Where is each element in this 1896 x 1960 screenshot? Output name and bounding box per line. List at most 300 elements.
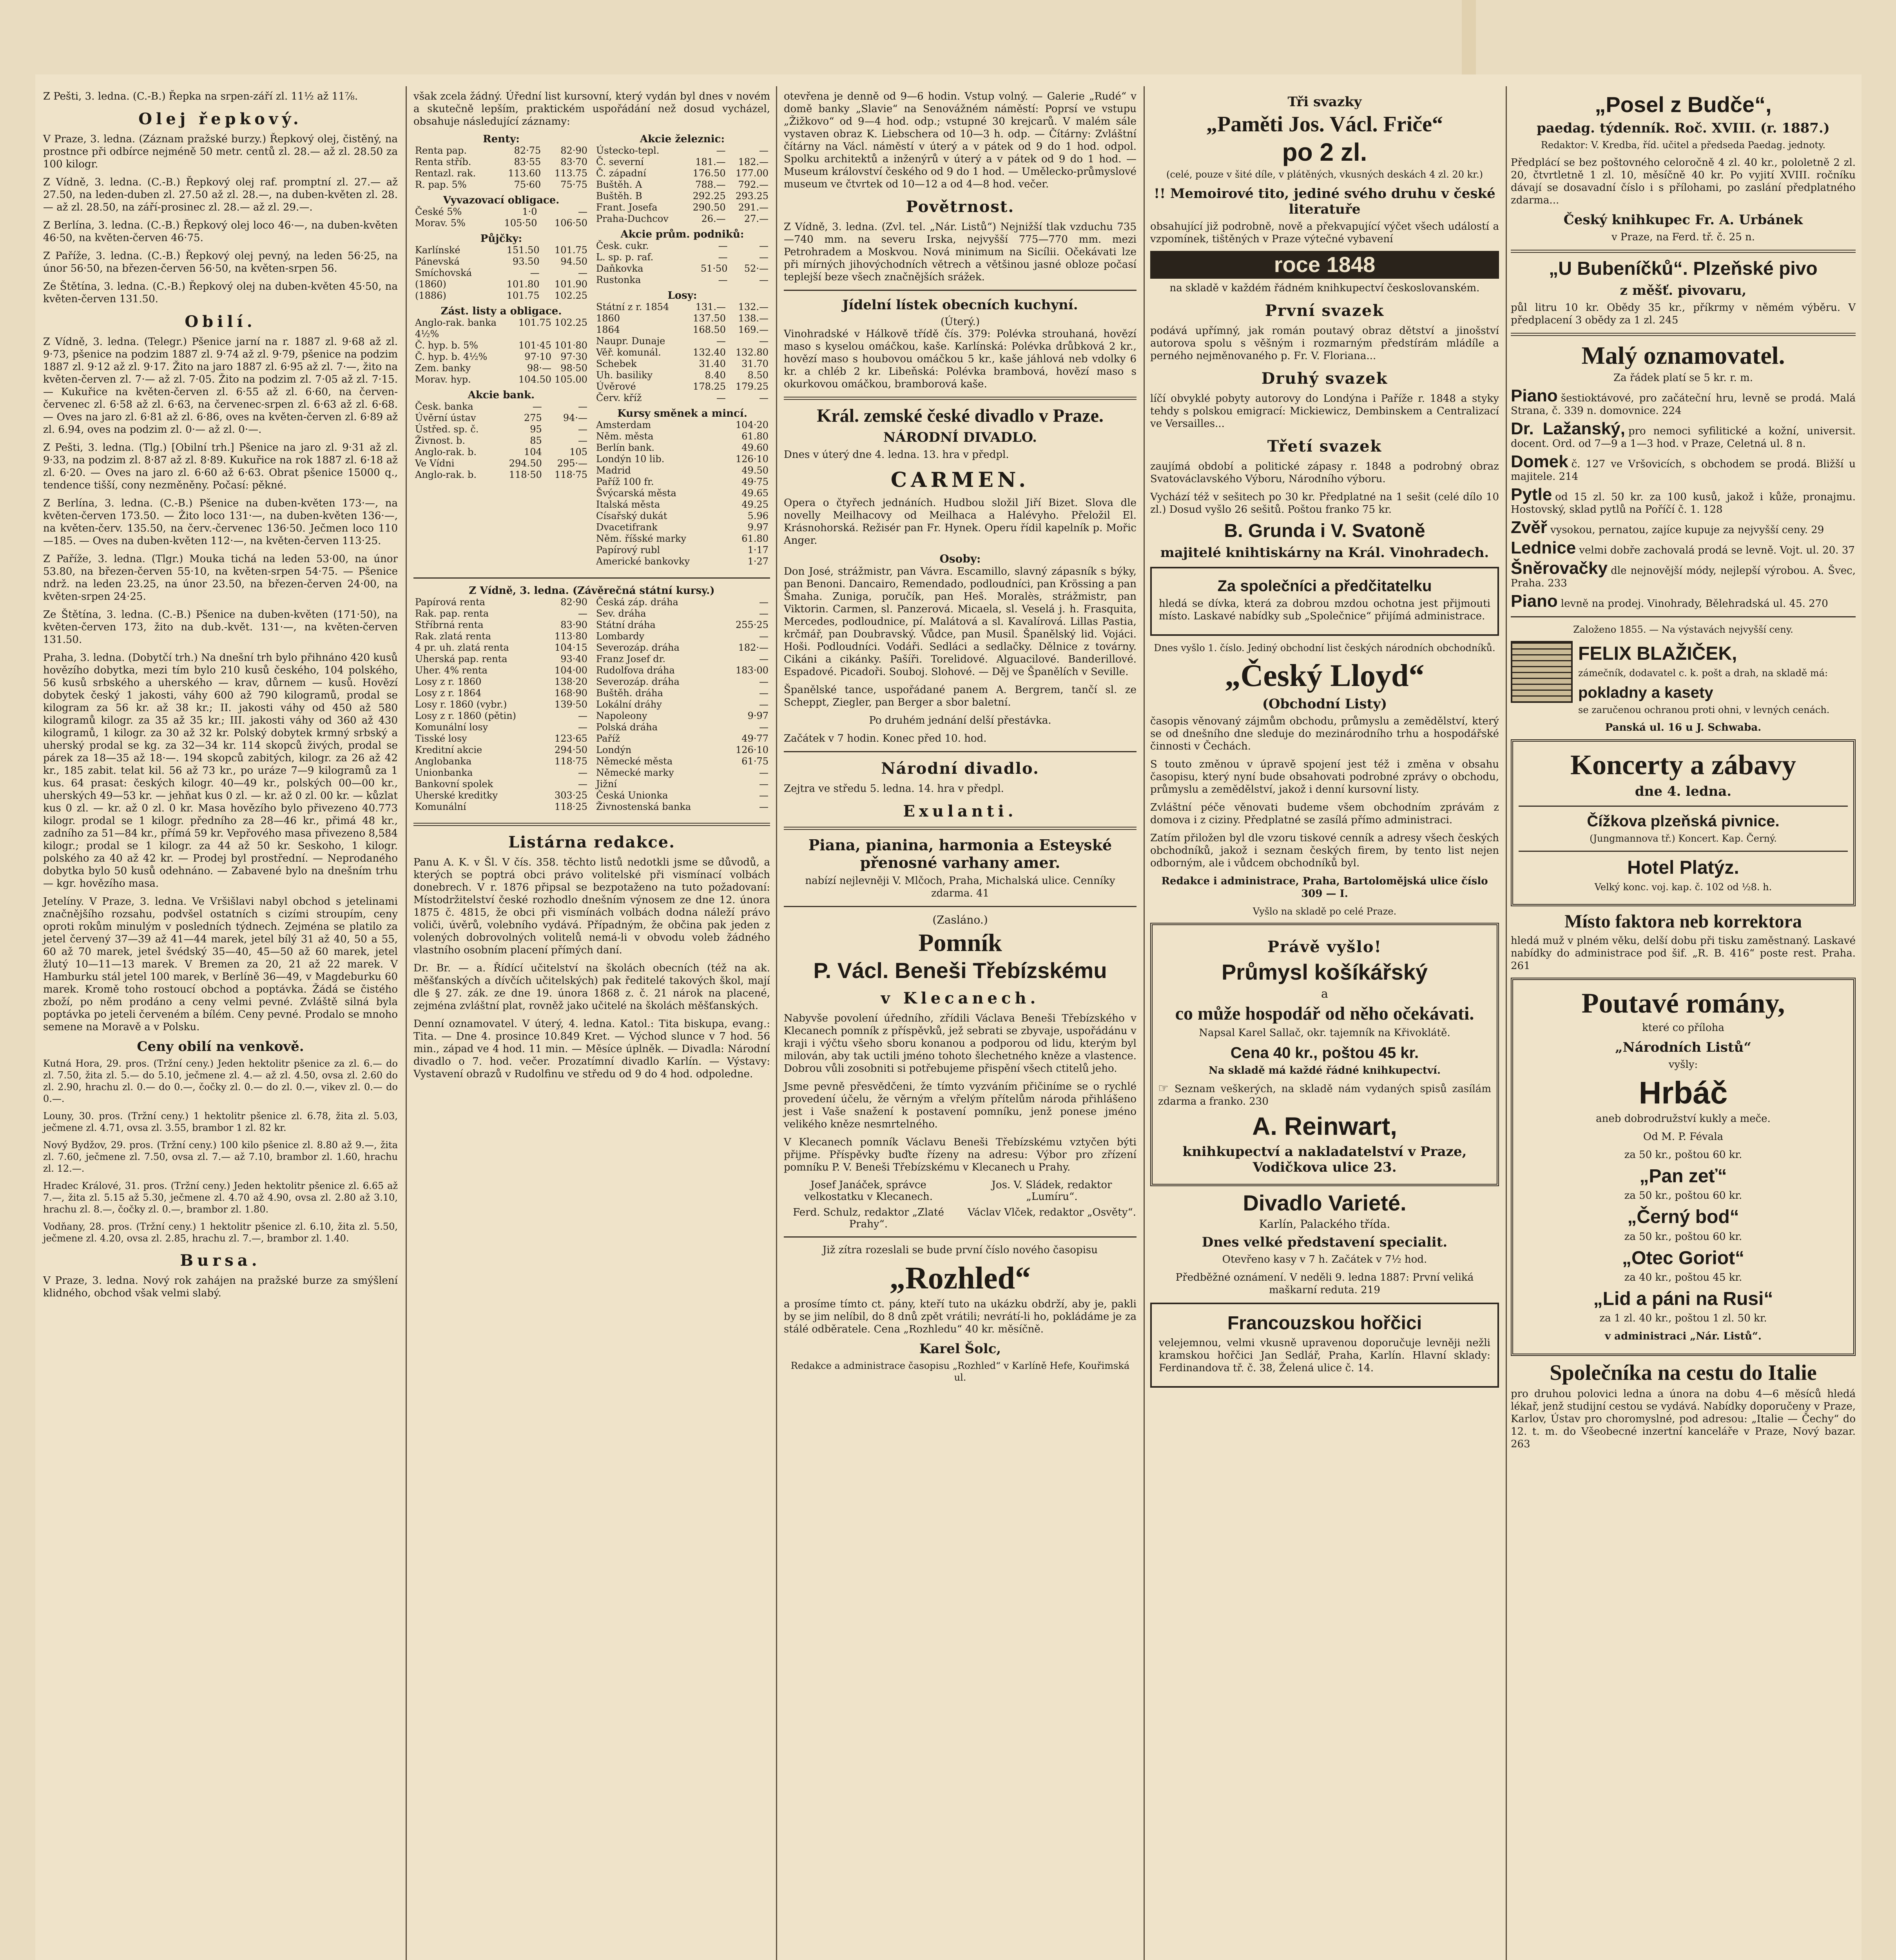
row-value: 105·50 <box>504 218 537 229</box>
row-value: 51·50 <box>700 263 728 274</box>
row-value: 102.25 <box>555 317 587 328</box>
volume-heading: První svazek <box>1265 301 1385 320</box>
table-row <box>595 756 770 767</box>
row-value: — <box>759 790 769 801</box>
row-label: Frant. Josefa <box>596 202 658 213</box>
row-value: 294.50 <box>509 458 542 469</box>
row-label: České 5% <box>415 206 462 217</box>
row-value: — <box>578 401 587 412</box>
column-stock-lists <box>413 90 770 1086</box>
row-value: 101.75 <box>518 317 552 328</box>
paragraph: za 40 kr., poštou 45 kr. <box>1624 1271 1742 1283</box>
table-row <box>413 779 589 790</box>
row-value: 177.00 <box>736 168 769 179</box>
paragraph: Nabyvše povolení úředního, zřídili Václava Beneši Třebízského v Klecanech pomník z příspěvků, jež sebrati se zbyvaje, uspořádánu v kraji i výčtu všeho sboru konanou a podporou od lidu, kterým byl milován, aby tak uctili jméno tohoto šlechetného kněze a vlastence. Dobrou vůli zosobniti si potřebujeme přispění všech ctitelů jeho. <box>784 1013 1137 1075</box>
row-label: R. pap. 5% <box>415 179 467 190</box>
row-value: — <box>578 206 587 217</box>
table-row <box>413 179 589 191</box>
row-value: 113.75 <box>555 168 587 179</box>
row-label: Č. severní <box>596 156 644 167</box>
row-label: 1864 <box>596 324 620 335</box>
paragraph: Opera o čtyřech jednáních. Hudbou složil Jiří Bizet. Slova dle novelly Meilhacovy od Meilhaca a Halévyho. Přeložil El. Krásnohorská. Režisér pan Fr. Hynek. Operu řídil kapelník p. Mořic Anger. <box>784 497 1137 547</box>
table-row <box>595 442 770 454</box>
row-value: — <box>578 267 587 278</box>
table-row <box>413 279 589 290</box>
signature: Václav Vlček, redaktor „Osvěty“. <box>968 1207 1136 1219</box>
row-label: Buštěh. dráha <box>596 688 663 699</box>
journal-title: „Rozhled“ <box>890 1261 1031 1296</box>
table-row <box>413 424 589 435</box>
concerts-date: dne 4. ledna. <box>1635 784 1732 800</box>
table-row <box>413 218 589 229</box>
row-label: Madrid <box>596 465 631 476</box>
stock-line: Na skladě má každé řádné knihkupectví. <box>1208 1065 1441 1077</box>
novel-title: „Lid a páni na Rusi“ <box>1593 1288 1773 1309</box>
row-label: Italská města <box>596 499 660 510</box>
divider <box>784 290 1137 291</box>
table-row <box>595 544 770 556</box>
table-row <box>413 631 589 642</box>
row-value: 294·50 <box>555 744 587 755</box>
row-label: Paříž 100 fr. <box>596 476 654 487</box>
row-label: Pánevská <box>415 256 460 267</box>
paragraph: Předplácí se bez poštovného celoročně 4 zl. 40 kr., pololetně 2 zl. 20, čtvrtletně 1 zl. 10, měsíčně 40 kr. Po vyjití XVIII. ročníku dávají se dosavadní číslo i s přílohami, po zaslání předplatného zdarma... <box>1511 156 1856 206</box>
railway-shares-table <box>595 145 770 225</box>
row-value: — <box>759 699 769 710</box>
paragraph: Vychází též v sešitech po 30 kr. Předplatné na 1 sešit (celé dílo 10 zl.) Dosud vyšlo 26 sešitů. Poštou franko 75 kr. <box>1150 491 1499 515</box>
row-value: 132.40 <box>693 347 726 358</box>
row-value: — <box>759 767 769 778</box>
section-heading-oil: Olej řepkový. <box>138 110 303 128</box>
row-value: — <box>578 779 587 789</box>
paragraph: aneb dobrodružství kukly a meče. <box>1596 1112 1771 1125</box>
row-value: — <box>578 722 587 733</box>
row-label: Daňkovka <box>596 263 643 274</box>
column-rule <box>1506 86 1507 1960</box>
row-value: 182·— <box>738 642 769 653</box>
table-row <box>413 744 589 756</box>
ad-kicker: Právě vyšlo! <box>1267 938 1382 956</box>
table-row <box>595 392 770 404</box>
row-value: 118·75 <box>555 469 587 480</box>
row-label: Londýn <box>596 744 632 755</box>
row-label: Losy z r. 1860 (pětin) <box>415 710 517 721</box>
paragraph: Don José, strážmistr, pan Vávra. Escamillo, slavný zápasník s býky, pan Benoni. Dancairo, Remendado, podloudníci, pan Krössing a pan Šmaha. Zuniga, poručík, pan Heš. Moralès, strážmistr, pan Viktorin. Carmen, sl. Panzerová. Micaela, sl. Veselá j. h. Frasquita, Mercedes, podloudnice, pí. Malátová a sl. Kavalírová. Lillas Pastia, krčmář, pan Doubravský. Vůdce, pan Musil. Španělský lid. Vojáci. Hoši. Podloudníci. Vodáři. Sedláci a sedlačky. Dělnice z továrny. Cikáni a cikánky. Pašíři. Torelidové. Alguacilové. Banderillové. Espadové. Picadoři. Souboj. Slohové. — Děj ve Španělích v Seville. <box>784 566 1137 678</box>
table-row <box>595 522 770 533</box>
row-label: Živnost. b. <box>415 435 466 446</box>
paragraph: Redaktor: V. Kredba, říd. učitel a předseda Paedag. jednoty. <box>1541 139 1826 151</box>
paragraph: Španělské tance, uspořádané panem A. Bergrem, tančí sl. ze Scheppt, Ziegler, pan Berger a sbor baletní. <box>784 684 1137 709</box>
row-value: — <box>718 252 728 263</box>
section-heading-editorial-mail: Listárna redakce. <box>508 833 676 851</box>
row-value: 102.25 <box>555 290 587 301</box>
travel-companion-title: Společníka na cestu do Italie <box>1550 1361 1817 1385</box>
menu-day: (Úterý.) <box>941 316 980 328</box>
novels-title: Poutavé romány, <box>1581 987 1785 1019</box>
paragraph: Ze Štětína, 3. ledna. (C.-B.) Řepkový olej na duben-květen 45·50, na květen-červen 131.50. <box>43 281 398 305</box>
section-heading-weather: Povětrnost. <box>906 198 1015 216</box>
row-label: Česká záp. dráha <box>596 597 678 608</box>
row-label: Č. západní <box>596 168 646 179</box>
row-value: 101.90 <box>555 279 587 290</box>
table-row <box>595 801 770 813</box>
row-label: Živnostenská banka <box>596 801 691 812</box>
row-value: — <box>578 608 587 619</box>
paragraph: však zcela žádný. Úřední list kursovní, který vydán byl dnes v novém a skutečně lepším, praktickém uspořádání než dosud vycházel, obsahuje následující záznamy: <box>413 91 770 127</box>
table-row <box>595 381 770 392</box>
table-heading: Z Vídně, 3. ledna. (Závěrečná státní kursy.) <box>469 585 715 597</box>
table-row <box>413 653 589 665</box>
posel-title: „Posel z Budče“, <box>1595 92 1772 117</box>
table-row <box>595 263 770 274</box>
table-row <box>413 801 589 813</box>
row-value: 293.25 <box>736 191 769 201</box>
theatre-date: Zejtra ve středu 5. ledna. 14. hra v předpl. <box>784 783 1004 795</box>
row-label: Německé marky <box>596 767 674 778</box>
classified-text: velmi dobře zachovalá prodá se levně. Vojt. ul. 20. 37 <box>1579 544 1855 557</box>
row-value: 93.50 <box>512 256 540 267</box>
table-row <box>413 790 589 801</box>
table-row <box>595 347 770 358</box>
table-row <box>413 145 589 156</box>
publisher-subtitle: majitelé knihtiskárny na Král. Vinohradech. <box>1160 545 1489 561</box>
paragraph: Z Vídně, 3. ledna. (C.-B.) Řepkový olej raf. promptní zl. 27.— až 27.50, na leden-duben zl. 27.50 až zl. 28.—, na duben-květen zl. 28.— až zl. 28.50, na září-prosinec zl. 28.— až zl. 29.—. <box>43 176 398 213</box>
paragraph: Velký konc. voj. kap. č. 102 od ½8. h. <box>1594 881 1772 893</box>
table-row <box>595 499 770 510</box>
author-line: Napsal Karel Sallač, okr. tajemník na Křivoklátě. <box>1199 1027 1450 1039</box>
row-value: — <box>578 424 587 435</box>
row-value: 290.50 <box>692 202 726 213</box>
fric-memoir-title: „Paměti Jos. Václ. Friče“ <box>1206 112 1443 136</box>
loans-table <box>413 245 589 301</box>
classifieds-heading: Malý oznamovatel. <box>1581 341 1785 370</box>
theatre-subtitle: NÁRODNÍ DIVADLO. <box>883 430 1037 446</box>
row-label: Státní dráha <box>596 619 656 630</box>
row-label: Kreditní akcie <box>415 744 482 755</box>
row-value: — <box>532 401 542 412</box>
row-label: Severozáp. dráha <box>596 676 680 687</box>
divider <box>784 751 1137 752</box>
row-value: 8.50 <box>747 370 769 381</box>
table-heading: Losy: <box>667 290 697 301</box>
pub-subtitle: z měšť. pivovaru, <box>1620 283 1747 299</box>
row-value: 139·50 <box>555 699 587 710</box>
row-label: Úvěrní ústav <box>415 412 476 423</box>
newspaper-name: „Národních Listů“ <box>1615 1039 1751 1055</box>
row-label: Komunální <box>415 801 466 812</box>
row-label: Rustonka <box>596 274 641 285</box>
row-value: 132.— <box>738 301 769 312</box>
piano-ad-title: Piana, pianina, harmonia a Esteyské přenosné varhany amer. <box>808 836 1112 872</box>
paragraph: za 50 kr., poštou 60 kr. <box>1624 1190 1742 1202</box>
conjunction: a <box>1321 987 1328 1001</box>
ad-highlight: !! Memoirové tito, jediné svého druhu v české literatuře <box>1154 185 1495 217</box>
row-value: — <box>759 676 769 687</box>
row-value: — <box>759 631 769 642</box>
classified-item <box>1511 485 1856 516</box>
classified-item <box>1511 452 1856 483</box>
divider <box>413 823 770 826</box>
table-heading: Akcie bank. <box>468 389 535 401</box>
companion-ad-title: Za společníci a předčitatelku <box>1217 577 1432 595</box>
row-value: 8.40 <box>705 370 726 381</box>
table-row <box>413 446 589 458</box>
paragraph: Redakce i administrace, Praha, Bartolomějská ulice číslo 309 — I. <box>1161 875 1488 900</box>
row-value: 104·00 <box>555 665 587 676</box>
paragraph-text: Seznam veškerých, na skladě nám vydaných spisů zasílám zdarma a franko. 230 <box>1158 1083 1492 1108</box>
table-row <box>413 688 589 699</box>
row-label: Napoleony <box>596 710 647 721</box>
table-heading: Kursy směnek a mincí. <box>617 408 747 419</box>
paragraph: se zaručenou ochranou proti ohni, v levných cenách. <box>1578 704 1830 715</box>
row-value: 82·90 <box>560 597 587 608</box>
table-row <box>595 488 770 499</box>
row-label: Severozáp. dráha <box>596 642 680 653</box>
row-label: Papírový rubl <box>596 544 660 555</box>
row-label: 1860 <box>596 313 620 324</box>
row-label: Č. hyp. b. 5% <box>415 340 479 351</box>
novel-title: „Pan zeť“ <box>1639 1165 1727 1187</box>
paragraph: Panu A. K. v Šl. V čís. 358. těchto listů nedotkli jsme se důvodů, a kterých se poptrá obci právo volitelské při vismínací volbách donebrech. V r. 1876 připsal se bezpotaženo na tuto požadovaní: Místodržitelství české rozhodlo dnešním výnosem ze dne 12. února 1875 č. 4815, že obci při vismínách volbách dodna náleží právo voliči, úvěrů, volebního vydává. Případným, že občina pak jeden z volených dobrovolných volitelů nemá-li v obvodu voleb žádného vlastního osobním placení přímých daní. <box>413 857 770 956</box>
row-value: 113·80 <box>555 631 587 642</box>
row-label: Česká Unionka <box>596 790 668 801</box>
classifieds-rate: Za řádek platí se 5 kr. r. m. <box>1613 372 1753 384</box>
paragraph: Nový Bydžov, 29. pros. (Tržní ceny.) 100 kilo pšenice zl. 8.80 až 9.—, žita zl. 7.60, ječmene zl. 7.50, ovsa zl. 7.— až 7.10, brambor zl. 1.60, hrachu zl. 12.—. <box>43 1140 398 1174</box>
publisher-subtitle: knihkupectví a nakladatelství v Praze, Vodičkova ulice 23. <box>1182 1143 1467 1175</box>
classified-keyword: Piano <box>1511 386 1558 406</box>
row-label: Anglobanka <box>415 756 472 767</box>
row-value: 61.80 <box>741 533 769 544</box>
paragraph: Z Paříže, 3. ledna. (C.-B.) Řepkový olej pevný, na leden 56·25, na únor 56·50, na březen-červen 56·50, na květen-srpen 56. <box>43 250 398 274</box>
table-heading: Zást. listy a obligace. <box>440 305 562 317</box>
classified-keyword: Šněrovačky <box>1511 559 1608 578</box>
row-label: Renta pap. <box>415 145 467 156</box>
table-row <box>413 597 589 608</box>
sent-in-label: (Zasláno.) <box>932 913 988 927</box>
novel-title: „Otec Goriot“ <box>1622 1247 1745 1269</box>
row-value: — <box>759 336 769 347</box>
paragraph: Z Vídně, 3. ledna. (Telegr.) Pšenice jarní na r. 1887 zl. 9·68 až zl. 9·73, pšenice na podzim 1887 zl. 9·74 až zl. 9·79, pšenice na podzim 1887 zl. 9·12 až zl. 9·17. Žito na jaro 1887 zl. 6·95 až zl. 7·—, žito na květen-červen zl. 7·— až zl. 7·05. Žito na podzim zl. 7·05 až zl. 7·15. — Kukuřice na květen-červen zl. 6·55 až zl. 6·60, na červen-červenec zl. 6·58 až zl. 6·63, na červenec-srpen zl. 6·63 až zl. 6·68. — Oves na jaro zl. 6·81 až zl. 6·86, oves na květen-červen zl. 6·89 až zl. 6.94, oves na podzim zl. 0·— až zl. 0·—. <box>43 336 398 436</box>
paragraph: hledá se dívka, která za dobrou mzdou ochotna jest přijmouti místo. Laskavé nabídky sub „Společnice“ přijímá administrace. <box>1159 598 1490 622</box>
row-label: Rak. pap. renta <box>415 608 489 619</box>
table-row <box>413 317 589 340</box>
row-value: 151.50 <box>506 245 540 256</box>
table-row <box>595 252 770 263</box>
row-label: Úvěrové <box>596 381 636 392</box>
mortgage-table <box>413 317 589 385</box>
paragraph: půl litru 10 kr. Obědy 35 kr., příkrmy v němém výběru. V předplacení 3 obědy za 1 zl. 245 <box>1511 302 1856 327</box>
paragraph: (Jungmannova tř.) Koncert. Kap. Černý. <box>1590 833 1777 844</box>
divider <box>784 397 1137 400</box>
safe-maker-name: FELIX BLAŽIČEK, <box>1578 643 1737 664</box>
row-label: Česk. cukr. <box>596 240 649 251</box>
paragraph: hledá muž v plném věku, delší dobu při tisku zaměstnaný. Laskavé nabídky do administrace pod šif. „R. B. 416“ poste rest. Praha. 261 <box>1511 935 1856 972</box>
table-row <box>413 458 589 469</box>
row-value: 179.25 <box>736 381 769 392</box>
row-value: 49·77 <box>741 733 769 744</box>
publisher-name: A. Reinwart, <box>1252 1112 1397 1141</box>
table-row <box>595 168 770 179</box>
paragraph: za 50 kr., poštou 60 kr. <box>1624 1230 1742 1243</box>
row-value: 292.25 <box>692 191 726 201</box>
paragraph: Z Vídně, 3. ledna. (Zvl. tel. „Nár. Listů“) Nejnižší tlak vzduchu 735—740 mm. na severu Irska, nejvyšší 775—770 mm. mezi Petrohradem a Moskvou. Nová minimum na Sicílii. Očekávati lze při mírných jihovýchodních větrech a většinou jasné obloze počasí teplejší beze všech značnějších srážek. <box>784 221 1137 283</box>
paragraph: Po druhém jednání delší přestávka. <box>869 715 1051 727</box>
divider <box>1511 333 1856 336</box>
signature: Karel Šolc, <box>919 1341 1001 1357</box>
table-row <box>595 358 770 370</box>
table-row <box>595 324 770 336</box>
row-value: 291.— <box>738 202 769 213</box>
row-value: — <box>578 767 587 778</box>
paragraph: Denní oznamovatel. V úterý, 4. ledna. Katol.: Tita biskupa, evang.: Tita. — Dne 4. prosince 10.849 Kret. — Východ slunce v 7 hod. 56 min., západ ve 4 hod. 11 min. — Měsíce úplněk. — Divadla: Národní divadlo o 7. hod. večer. Prozatímní divadlo Karlín. — Výstavy: Vystavení obrazů v Rudolfinu ve středu od 9 do 4 hod. odpoledne. <box>413 1018 770 1080</box>
row-value: 101·45 <box>518 340 552 351</box>
mustard-ad <box>1150 1303 1499 1387</box>
safe-product: pokladny a kasety <box>1578 684 1713 701</box>
row-value: 31.70 <box>741 358 769 369</box>
row-value: 176.50 <box>692 168 726 179</box>
lottery-table <box>595 301 770 404</box>
row-value: 98·— <box>527 363 552 374</box>
row-label: Buštěh. A <box>596 179 642 190</box>
start-time: Začátek v 7 hodin. Konec před 10. hod. <box>784 733 987 745</box>
classified-text: šestioktávové, pro začáteční hru, levně se prodá. Malá Strana, č. 339 n. domovnice. 224 <box>1511 392 1856 417</box>
row-label: Anglo-rak. b. <box>415 469 477 480</box>
table-row <box>595 533 770 544</box>
row-value: 106·50 <box>555 218 587 229</box>
row-value: 123·65 <box>555 733 587 744</box>
table-row <box>595 744 770 756</box>
table-row <box>595 370 770 381</box>
row-label: Unionbanka <box>415 767 473 778</box>
row-value: 275 <box>524 412 542 423</box>
row-value: 26.— <box>701 213 726 224</box>
classified-text: č. 127 ve Vršovicích, s obchodem se prodá. Bližší u majitele. 214 <box>1511 458 1856 483</box>
paragraph: Z Pešti, 3. ledna. (Tlg.) [Obilní trh.] Pšenice na jaro zl. 9·31 až zl. 9·33, na podzim zl. 8·87 až zl. 8·89. Kukuřice na rok 1887 zl. 6·18 až zl. 6·20. — Oves na jaro zl. 6·60 až 6·63. Obrat pšenice 15000 q., tendence tišší, cony nezměněny. Počasí: pěkné. <box>43 442 398 491</box>
row-label: Rentazl. rak. <box>415 168 476 179</box>
table-row <box>595 476 770 488</box>
signature: Jos. V. Sládek, redaktor „Lumíru“. <box>992 1179 1112 1203</box>
publisher-name: Český knihkupec Fr. A. Urbánek <box>1563 212 1803 228</box>
signatures-row <box>784 1179 1137 1203</box>
table-row <box>595 597 770 608</box>
row-value: 104 <box>524 446 542 457</box>
row-value: — <box>716 392 726 403</box>
venue-title: Čížkova plzeňská pivnice. <box>1587 813 1780 830</box>
row-value: — <box>759 688 769 699</box>
row-value: 182.— <box>738 156 769 167</box>
row-value: 83·90 <box>560 619 587 630</box>
redemption-table <box>413 206 589 229</box>
paragraph: líčí obvyklé pobyty autorovy do Londýna i Paříže r. 1848 a styky tehdy s polskou emigrací: Mickiewicz, Dembinskem a Centralizací ve Versailles... <box>1150 392 1499 430</box>
paragraph: Dr. Br. — a. Řídící učitelství na školách obecních (též na ak. měšťanských a dívčích učitelských) pak ředitelé takových škol, mají dle § 27. zák. ze dne 19. února 1868 z. č. 21 nárok na placené, zejména zvláštní plat, rovněž jako učitelé na školách měšťanských. <box>413 962 770 1012</box>
row-value: — <box>530 267 540 278</box>
table-row <box>413 767 589 779</box>
row-label: Renta stříb. <box>415 156 471 167</box>
row-label: Rudolfova dráha <box>596 665 675 676</box>
row-label: Stříbrná renta <box>415 619 484 630</box>
venue-title: Hotel Platýz. <box>1627 857 1739 878</box>
row-label: Schebek <box>596 358 637 369</box>
row-value: — <box>759 722 769 733</box>
classified-item <box>1511 559 1856 590</box>
table-row <box>595 465 770 476</box>
section-heading-grain: Obilí. <box>185 312 256 331</box>
row-label: Něm. města <box>596 431 654 442</box>
row-label: Švýcarská města <box>596 488 676 499</box>
paragraph: Vodňany, 28. pros. (Tržní ceny.) 1 hektolitr pšenice zl. 6.10, žita zl. 5.50, ječmene zl. 4.20, ovsa zl. 2.85, hrachu zl. 7.—, brambor zl. 1.40. <box>43 1221 398 1244</box>
row-label: Morav. 5% <box>415 218 466 229</box>
paragraph: za 50 kr., poštou 60 kr. <box>1624 1149 1742 1161</box>
paragraph: Ze Štětína, 3. ledna. (C.-B.) Pšenice na duben-květen (171·50), na květen-červen 173, žito na dub.-květ. 131·—, na květen-červen 131.50. <box>43 609 398 646</box>
paragraph: Z Berlína, 3. ledna. (C.-B.) Řepkový olej loco 46·—, na duben-květen 46·50, na květen-červen 46·75. <box>43 220 398 244</box>
table-row <box>595 722 770 733</box>
table-heading: Vyvazovací obligace. <box>443 194 560 206</box>
row-label: 4 pr. uh. zlatá renta <box>415 642 509 653</box>
table-row <box>595 419 770 431</box>
basketry-ad <box>1150 923 1499 1186</box>
row-label: Papírová renta <box>415 597 485 608</box>
paragraph: časopis věnovaný zájmům obchodu, průmyslu a zemědělství, který se od dnešního dne sleduje do mezinárodního trhu a hospodářské činnosti v Čechách. <box>1150 715 1499 753</box>
row-value: 295·— <box>557 458 587 469</box>
row-label: Státní z r. 1854 <box>596 301 669 312</box>
row-value: — <box>759 274 769 285</box>
paragraph: v administraci „Nár. Listů“. <box>1604 1330 1762 1343</box>
row-value: 5.96 <box>747 510 769 521</box>
classified-text: vysokou, pernatou, zajíce kupuje za nejvyšší ceny. 29 <box>1550 524 1824 536</box>
classified-keyword: Domek <box>1511 452 1568 472</box>
row-label: Americké bankovky <box>596 556 690 567</box>
row-value: 27.— <box>744 213 769 224</box>
safe-illustration <box>1511 641 1573 703</box>
table-row <box>595 608 770 619</box>
row-value: 83·70 <box>560 156 587 167</box>
play-title: Exulanti. <box>903 802 1017 821</box>
row-label: Paříž <box>596 733 620 744</box>
paragraph: Kutná Hora, 29. pros. (Tržní ceny.) Jeden hektolitr pšenice za zl. 6.— do zl. 7.50, žita zl. 5.— do 5.10, ječmene zl. 4.— až zl. 4.50, ovsa zl. 2.60 do zl. 2.90, hrachu zl. 0.— do 0.—, čočky zl. 0.— do zl. 0.—, vikev zl. 0.— do 0.—. <box>43 1058 398 1104</box>
paragraph: Jsme pevně přesvědčeni, že tímto vyzváním přičiníme se o rychlé provedení účelu, že věrným a vřelým přítelům národa přihlášeno jest i Vaše snažení k postavení pomníku, jenž ponese jméno velikého kněze nesmrtelného. <box>784 1081 1137 1131</box>
row-label: Lombardy <box>596 631 645 642</box>
table-row <box>413 156 589 168</box>
row-label: Č. hyp. b. 4½% <box>415 351 488 362</box>
row-value: 49·75 <box>741 476 769 487</box>
row-value: 101.80 <box>506 279 540 290</box>
pointing-hand-icon: ☞ <box>1158 1082 1175 1096</box>
row-value: 132.80 <box>736 347 769 358</box>
row-value: 82·90 <box>560 145 587 156</box>
row-value: 181.— <box>695 156 726 167</box>
table-row <box>595 313 770 324</box>
row-value: 52·— <box>744 263 769 274</box>
row-label: Zem. banky <box>415 363 471 374</box>
row-value: 168·90 <box>555 688 587 699</box>
row-value: 9.97 <box>747 522 769 533</box>
paragraph: zaujímá období a politické zápasy r. 1848 a podrobný obraz Svatováclavského Výboru, Národního výboru. <box>1150 460 1499 485</box>
paragraph: Redakce a administrace časopisu „Rozhled“ v Karlíně Hefe, Kouřimská ul. <box>790 1360 1130 1383</box>
rent-table <box>413 145 589 191</box>
concerts-box <box>1511 739 1856 906</box>
paragraph: Zvláštní péče věnovati budeme všem obchodním zprávám z domova i z ciziny. Předplatné se zasílá přímo administraci. <box>1150 802 1499 826</box>
table-row <box>595 665 770 676</box>
row-label: Česk. banka <box>415 401 473 412</box>
row-value: 792.— <box>738 179 769 190</box>
variety-headline: Dnes velké představení specialit. <box>1202 1234 1448 1250</box>
paragraph: Již zítra rozeslali se bude první číslo nového časopisu <box>822 1244 1098 1256</box>
paragraph: Otevřeno kasy v 7 h. Začátek v 7½ hod. <box>1222 1254 1427 1266</box>
national-theatre-heading: Národní divadlo. <box>881 759 1039 778</box>
row-value: 104·15 <box>555 642 587 653</box>
row-value: — <box>759 779 769 789</box>
paragraph: Z Paříže, 3. ledna. (Tlgr.) Mouka tichá na leden 53·00, na únor 53.80, na březen-červen 55·10, na květen-srpen 54·75. — Pšenice ndrž. na leden 23.25, na únor 23.50, na březen-červen 24·00, na květen-srpen 24·25. <box>43 553 398 603</box>
